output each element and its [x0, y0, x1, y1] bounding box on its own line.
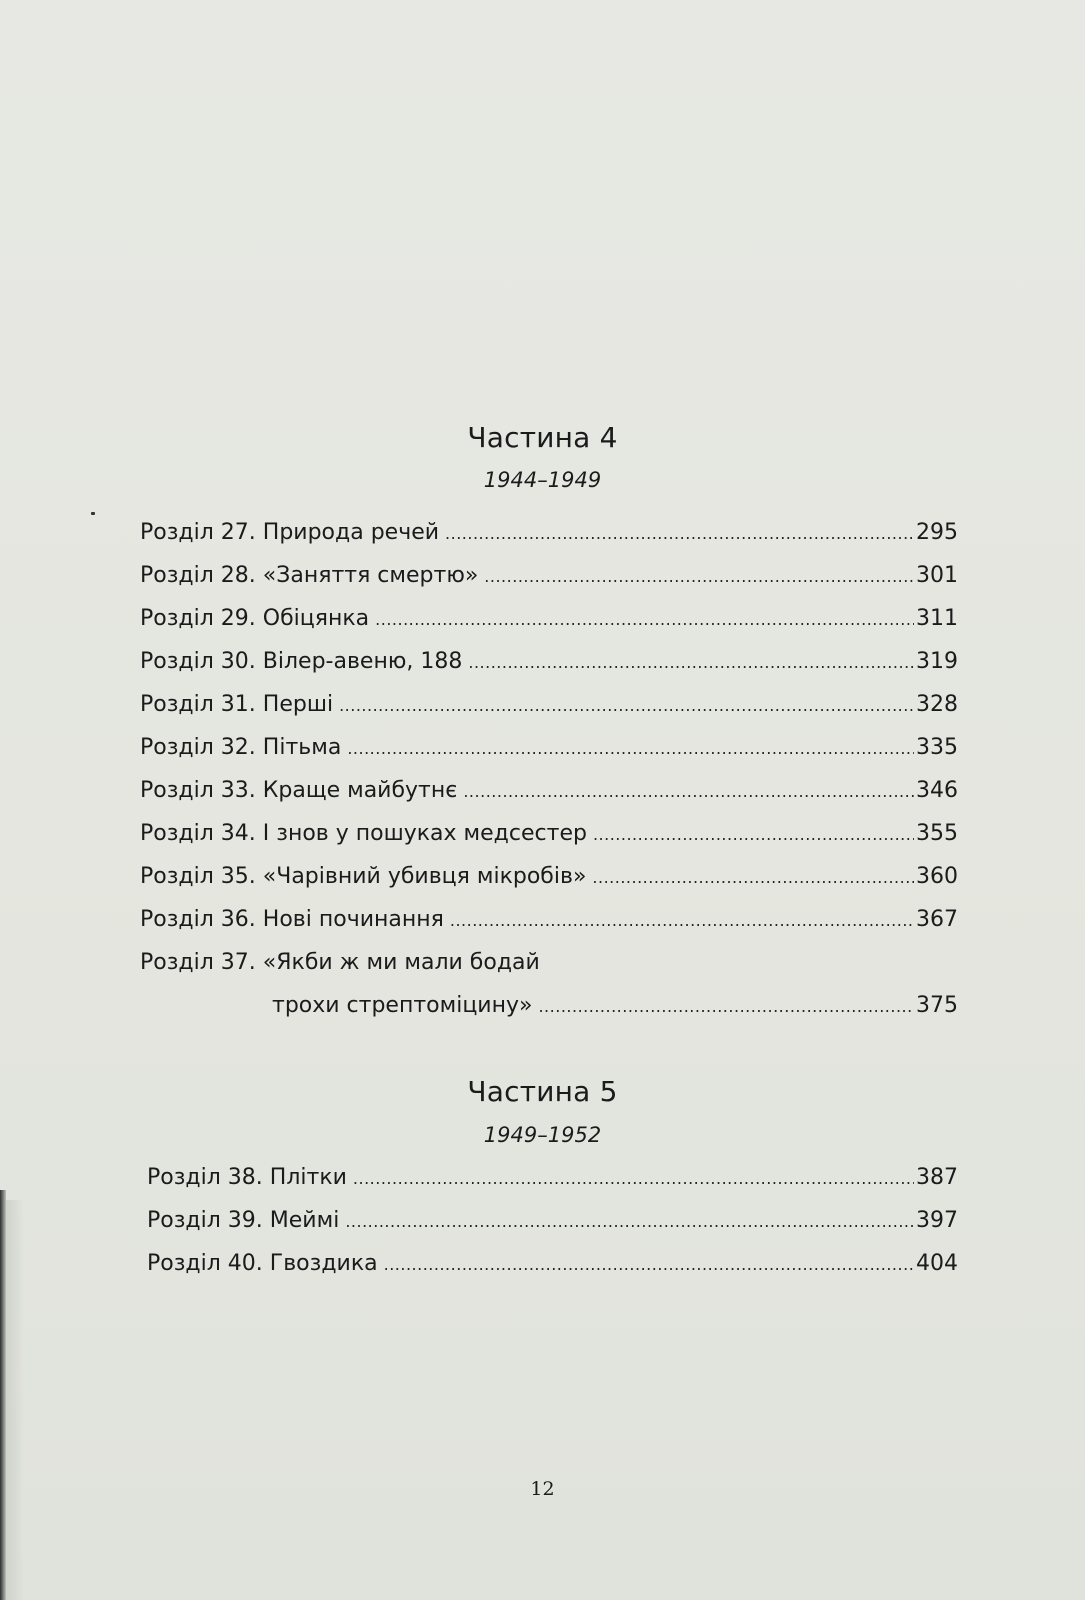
chapter-title: Розділ 40. Гвоздика [147, 1251, 378, 1276]
chapter-title: Розділ 36. Нові починання [140, 907, 444, 932]
toc-entry[interactable] [140, 735, 958, 765]
toc-entry[interactable] [140, 649, 958, 679]
part-years: 1949–1952 [483, 1123, 602, 1147]
toc-entry[interactable] [140, 520, 958, 550]
toc-entry[interactable] [147, 1165, 958, 1195]
toc-entry-continuation[interactable] [272, 993, 958, 1023]
print-speck [91, 512, 95, 515]
toc-entry[interactable] [147, 1251, 958, 1281]
chapter-page-number: 301 [916, 563, 958, 588]
toc-entry-first-line[interactable] [140, 950, 546, 980]
dot-leader [445, 524, 914, 543]
chapter-page-number: 295 [916, 520, 958, 545]
chapter-title: Розділ 30. Вілер-авеню, 188 [140, 649, 463, 674]
dot-leader [593, 825, 914, 844]
chapter-title: Розділ 37. «Якби ж ми мали бодай [140, 950, 540, 975]
page-edge-highlight [6, 1200, 24, 1600]
part-title: Частина 5 [467, 1075, 618, 1108]
toc-entry[interactable] [140, 864, 958, 894]
chapter-title: Розділ 39. Меймі [147, 1208, 340, 1233]
chapter-title: Розділ 35. «Чарівний убивця мікробів» [140, 864, 587, 889]
chapter-title: Розділ 32. Пітьма [140, 735, 342, 760]
toc-entry[interactable] [140, 563, 958, 593]
chapter-page-number: 367 [916, 907, 958, 932]
page-number: 12 [530, 1478, 555, 1500]
chapter-title: Розділ 31. Перші [140, 692, 334, 717]
toc-entry[interactable] [140, 606, 958, 636]
chapter-title-continuation: трохи стрептоміцину» [272, 993, 533, 1018]
chapter-page-number: 397 [916, 1208, 958, 1233]
dot-leader [353, 1169, 914, 1188]
chapter-title: Розділ 27. Природа речей [140, 520, 440, 545]
toc-entry[interactable] [140, 907, 958, 937]
chapter-page-number: 404 [916, 1251, 958, 1276]
chapter-title: Розділ 28. «Заняття смертю» [140, 563, 479, 588]
chapter-page-number: 311 [916, 606, 958, 631]
dot-leader [468, 653, 914, 672]
toc-entry[interactable] [140, 821, 958, 851]
chapter-page-number: 346 [916, 778, 958, 803]
chapter-page-number: 375 [916, 993, 958, 1018]
dot-leader [450, 911, 914, 930]
chapter-page-number: 355 [916, 821, 958, 846]
chapter-page-number: 335 [916, 735, 958, 760]
dot-leader [339, 696, 914, 715]
dot-leader [538, 997, 914, 1016]
dot-leader [384, 1255, 914, 1274]
chapter-page-number: 387 [916, 1165, 958, 1190]
chapter-title: Розділ 38. Плітки [147, 1165, 347, 1190]
chapter-page-number: 328 [916, 692, 958, 717]
toc-entry[interactable] [147, 1208, 958, 1238]
chapter-page-number: 360 [916, 864, 958, 889]
dot-leader [347, 739, 914, 758]
dot-leader [463, 782, 914, 801]
dot-leader [484, 567, 914, 586]
dot-leader [592, 868, 914, 887]
part-title: Частина 4 [467, 421, 618, 454]
chapter-page-number: 319 [916, 649, 958, 674]
toc-entry[interactable] [140, 692, 958, 722]
chapter-title: Розділ 34. І знов у пошуках медсестер [140, 821, 587, 846]
toc-entry[interactable] [140, 778, 958, 808]
chapter-title: Розділ 33. Краще майбутнє [140, 778, 458, 803]
chapter-title: Розділ 29. Обіцянка [140, 606, 370, 631]
dot-leader [345, 1212, 914, 1231]
dot-leader [375, 610, 914, 629]
part-years: 1944–1949 [483, 468, 602, 492]
